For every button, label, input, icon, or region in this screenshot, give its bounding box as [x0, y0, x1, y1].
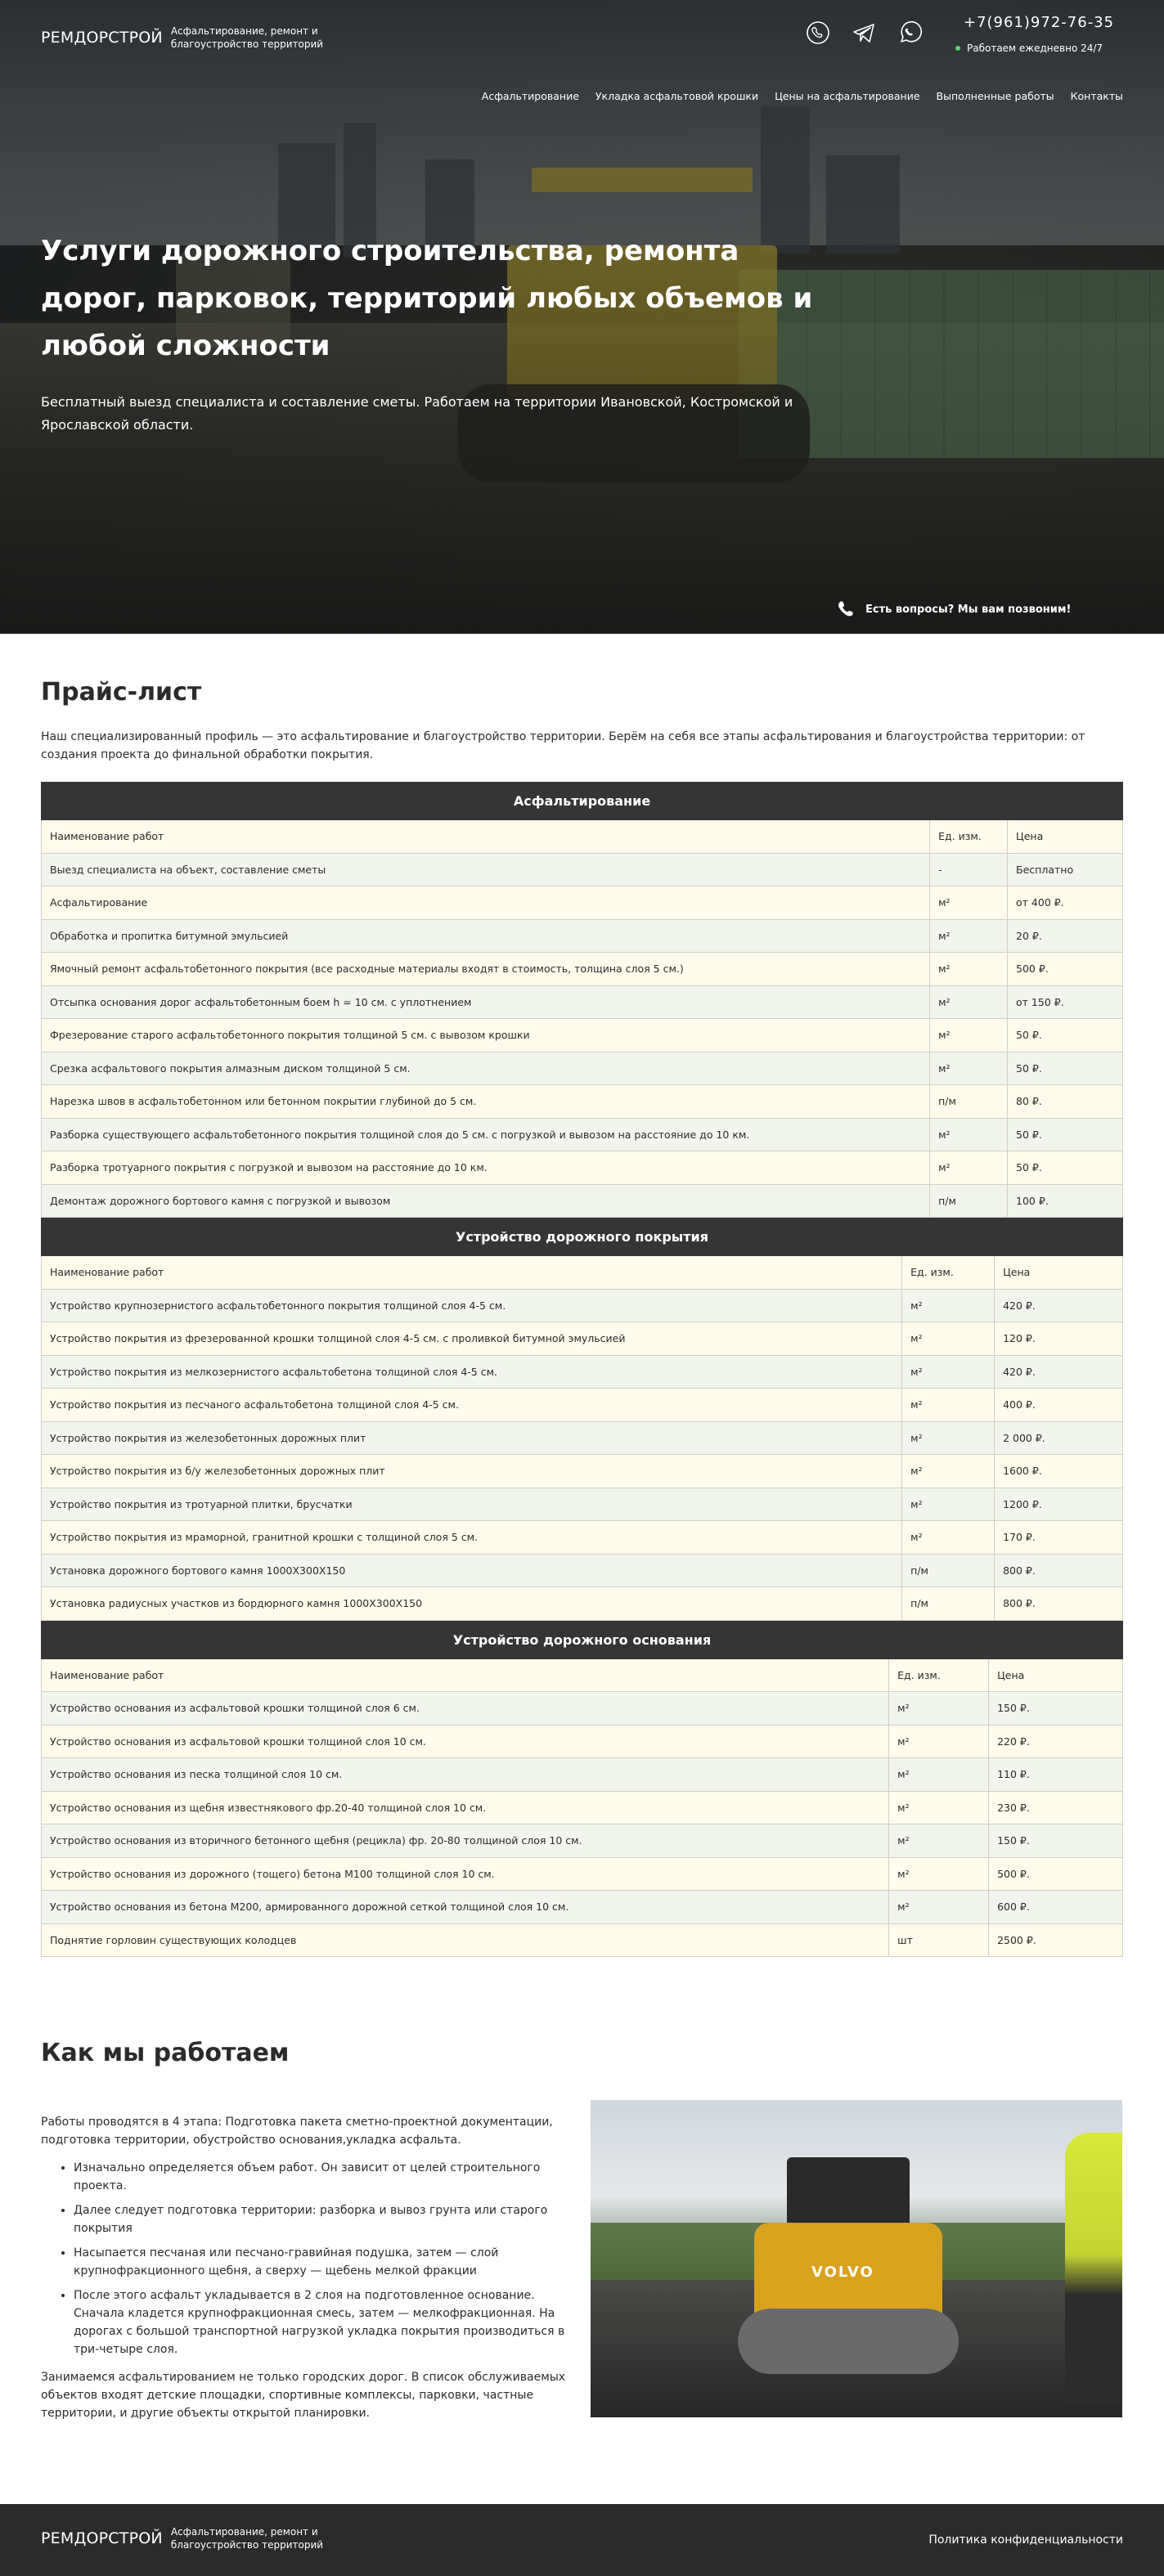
- table-row: [42, 1923, 1123, 1957]
- table-cell: м²: [889, 1758, 989, 1792]
- table-cell: Устройство покрытия из тротуарной плитки, брусчатки: [42, 1488, 902, 1521]
- roller-brand-text: VOLVO: [811, 2264, 874, 2281]
- telegram-icon[interactable]: [851, 20, 877, 46]
- table-cell: 120 ₽.: [995, 1322, 1123, 1356]
- table-row: [42, 1554, 1123, 1587]
- hero-subtitle: Бесплатный выезд специалиста и составление сметы. Работаем на территории Ивановской, Костромской и Ярославской области.: [41, 394, 793, 433]
- table-cell: Устройство покрытия из мраморной, гранитной крошки с толщиной слоя 5 см.: [42, 1521, 902, 1555]
- table-cell: Устройство основания из дорожного (тощего) бетона М100 толщиной слоя 10 см.: [42, 1857, 889, 1891]
- table-cell: 420 ₽.: [995, 1289, 1123, 1322]
- footer-logo[interactable]: [41, 2525, 326, 2551]
- table-cell: п/м: [930, 1085, 1008, 1119]
- table-cell: м²: [889, 1824, 989, 1858]
- table-cell: м²: [902, 1488, 995, 1521]
- table-cell: м²: [902, 1421, 995, 1455]
- nav-item-contacts[interactable]: Контакты: [1070, 90, 1123, 102]
- table-cell: Устройство крупнозернистого асфальтобетонного покрытия толщиной слоя 4-5 см.: [42, 1289, 902, 1322]
- table-row: [42, 1289, 1123, 1322]
- table-cell: м²: [930, 919, 1008, 953]
- table-cell: м²: [889, 1692, 989, 1726]
- table-cell: Бесплатно: [1008, 853, 1123, 886]
- hero-title: Услуги дорожного строительства, ремонта дорог, парковок, территорий любых объемов и любой сложности: [41, 235, 813, 362]
- table-cell: м²: [902, 1521, 995, 1555]
- table-cell: м²: [930, 1151, 1008, 1185]
- table-cell: -: [930, 853, 1008, 886]
- table-cell: 2 000 ₽.: [995, 1421, 1123, 1455]
- table-cell: 50 ₽.: [1008, 1019, 1123, 1052]
- table-cell: 1200 ₽.: [995, 1488, 1123, 1521]
- how-we-work-text: [41, 2100, 574, 2422]
- table-cell: Отсыпка основания дорог асфальтобетонным боем h = 10 см. с уплотнением: [42, 985, 930, 1019]
- nav-item-crumb[interactable]: Укладка асфальтовой крошки: [595, 90, 759, 102]
- road-roller-photo: [591, 2100, 1122, 2417]
- table-caption: Асфальтирование: [42, 783, 1123, 820]
- viber-icon[interactable]: [805, 20, 831, 46]
- table-header-cell: Цена: [989, 1658, 1123, 1692]
- table-cell: Демонтаж дорожного бортового камня с погрузкой и вывозом: [42, 1184, 930, 1218]
- table-cell: Обработка и пропитка битумной эмульсией: [42, 919, 930, 953]
- table-row: [42, 1521, 1123, 1555]
- nav-item-works[interactable]: Выполненные работы: [936, 90, 1054, 102]
- table-cell: Устройство покрытия из песчаного асфальтобетона толщиной слоя 4-5 см.: [42, 1389, 902, 1422]
- logo-text: РЕМДОРСТРОЙ: [41, 29, 163, 47]
- online-status-dot: [955, 46, 960, 51]
- table-cell: 50 ₽.: [1008, 1151, 1123, 1185]
- list-item: • После этого асфальт укладывается в 2 слоя на подготовленное основание. Сначала кладется крупнофракционная смесь, затем — мелкофракционная. На дорогах с большой транспортной нагрузкой укладка покрытия производиться в три-четыре слоя.: [74, 2287, 574, 2358]
- table-cell: м²: [902, 1455, 995, 1488]
- table-cell: 420 ₽.: [995, 1355, 1123, 1389]
- table-cell: м²: [902, 1289, 995, 1322]
- table-row: [42, 1421, 1123, 1455]
- logo-tagline: Асфальтирование, ремонт и благоустройство территорий: [170, 25, 324, 50]
- table-row: [42, 1151, 1123, 1185]
- table-cell: от 400 ₽.: [1008, 886, 1123, 920]
- table-cell: 100 ₽.: [1008, 1184, 1123, 1218]
- header-logo[interactable]: [41, 25, 326, 51]
- table-cell: Срезка асфальтового покрытия алмазным диском толщиной 5 см.: [42, 1052, 930, 1085]
- price-list-section: [41, 634, 1123, 1957]
- table-header-cell: Ед. изм.: [902, 1256, 995, 1290]
- price-table-base: [41, 1621, 1123, 1958]
- table-cell: м²: [930, 1118, 1008, 1151]
- working-hours: [955, 43, 1103, 54]
- table-cell: Выезд специалиста на объект, составление сметы: [42, 853, 930, 886]
- table-cell: 80 ₽.: [1008, 1085, 1123, 1119]
- table-cell: 500 ₽.: [1008, 953, 1123, 986]
- table-cell: м²: [930, 985, 1008, 1019]
- table-cell: Устройство основания из щебня известнякового фр.20-40 толщиной слоя 10 см.: [42, 1791, 889, 1824]
- table-cell: Установка радиусных участков из бордюрного камня 1000Х300Х150: [42, 1587, 902, 1621]
- table-caption: Устройство дорожного покрытия: [42, 1218, 1123, 1256]
- table-row: [42, 1085, 1123, 1119]
- table-cell: м²: [889, 1857, 989, 1891]
- table-row: [42, 1322, 1123, 1356]
- table-cell: 2500 ₽.: [989, 1923, 1123, 1957]
- table-cell: Установка дорожного бортового камня 1000Х300Х150: [42, 1554, 902, 1587]
- table-cell: Устройство покрытия из фрезерованной крошки толщиной слоя 4-5 см. с проливкой битумной эмульсией: [42, 1322, 902, 1356]
- table-header-cell: Наименование работ: [42, 1256, 902, 1290]
- callback-label: Есть вопросы? Мы вам позвоним!: [865, 603, 1072, 616]
- table-row: [42, 1891, 1123, 1924]
- table-header-cell: Ед. изм.: [930, 820, 1008, 854]
- phone-icon: [836, 599, 856, 619]
- hero-content: [41, 227, 826, 437]
- table-row: [42, 1692, 1123, 1726]
- table-cell: Устройство покрытия из б/у железобетонных дорожных плит: [42, 1455, 902, 1488]
- table-cell: м²: [902, 1322, 995, 1356]
- how-we-work-title: Как мы работаем: [41, 2039, 290, 2067]
- table-cell: Устройство основания из бетона М200, армированного дорожной сеткой толщиной слоя 10 см.: [42, 1891, 889, 1924]
- table-cell: п/м: [902, 1554, 995, 1587]
- table-cell: Фрезерование старого асфальтобетонного покрытия толщиной 5 см. с вывозом крошки: [42, 1019, 930, 1052]
- price-list-intro: Наш специализированный профиль — это асфальтирование и благоустройство территории. Берём на себя все этапы асфальтирования и благоустройства территории: от создания проекта до финальной обработки покрытия.: [41, 730, 1085, 761]
- table-header-cell: Наименование работ: [42, 820, 930, 854]
- nav-item-prices[interactable]: Цены на асфальтирование: [775, 90, 920, 102]
- table-cell: 500 ₽.: [989, 1857, 1123, 1891]
- table-caption-row: [42, 1621, 1123, 1658]
- table-cell: п/м: [930, 1184, 1008, 1218]
- table-cell: 20 ₽.: [1008, 919, 1123, 953]
- table-cell: Разборка существующего асфальтобетонного покрытия толщиной слоя до 5 см. с погрузкой и вывозом на расстояние до 10 км.: [42, 1118, 930, 1151]
- table-cell: Устройство основания из песка толщиной слоя 10 см.: [42, 1758, 889, 1792]
- table-cell: Устройство покрытия из железобетонных дорожных плит: [42, 1421, 902, 1455]
- table-cell: м²: [902, 1389, 995, 1422]
- table-cell: 170 ₽.: [995, 1521, 1123, 1555]
- table-row: [42, 1824, 1123, 1858]
- table-cell: Асфальтирование: [42, 886, 930, 920]
- table-cell: от 150 ₽.: [1008, 985, 1123, 1019]
- table-cell: м²: [902, 1355, 995, 1389]
- table-cell: Устройство основания из вторичного бетонного щебня (рецикла) фр. 20-80 толщиной слоя 10 см.: [42, 1824, 889, 1858]
- site-footer: [0, 2504, 1164, 2576]
- table-row: [42, 1587, 1123, 1621]
- whatsapp-icon[interactable]: [897, 20, 923, 46]
- list-item: • Далее следует подготовка территории: разборка и вывоз грунта или старого покрытия: [74, 2201, 574, 2237]
- nav-item-asphalt[interactable]: Асфальтирование: [481, 90, 579, 102]
- table-cell: Поднятие горловин существующих колодцев: [42, 1923, 889, 1957]
- table-row: [42, 1791, 1123, 1824]
- price-table-pavement: [41, 1218, 1123, 1621]
- hero-section: [0, 0, 1164, 634]
- table-row: [42, 1052, 1123, 1085]
- table-caption-row: [42, 783, 1123, 820]
- table-cell: 110 ₽.: [989, 1758, 1123, 1792]
- table-caption-row: [42, 1218, 1123, 1256]
- table-cell: 150 ₽.: [989, 1692, 1123, 1726]
- table-cell: 150 ₽.: [989, 1824, 1123, 1858]
- how-we-work-outro: Занимаемся асфальтированием не только городских дорог. В список обслуживаемых объектов входят детские площадки, спортивные комплексы, парковки, частные территории, и другие объекты открытой планировки.: [41, 2371, 566, 2420]
- site-header: [0, 0, 1164, 114]
- table-header-row: [42, 1658, 1123, 1692]
- table-header-cell: Цена: [995, 1256, 1123, 1290]
- table-cell: п/м: [902, 1587, 995, 1621]
- table-header-cell: Ед. изм.: [889, 1658, 989, 1692]
- table-row: [42, 919, 1123, 953]
- table-cell: 800 ₽.: [995, 1554, 1123, 1587]
- callback-button[interactable]: [836, 599, 1071, 619]
- table-cell: 220 ₽.: [989, 1725, 1123, 1758]
- table-cell: м²: [930, 1052, 1008, 1085]
- table-row: [42, 1455, 1123, 1488]
- table-row: [42, 1488, 1123, 1521]
- table-row: [42, 1725, 1123, 1758]
- table-cell: 400 ₽.: [995, 1389, 1123, 1422]
- table-cell: м²: [930, 886, 1008, 920]
- table-header-row: [42, 1256, 1123, 1290]
- table-row: [42, 1857, 1123, 1891]
- table-row: [42, 1019, 1123, 1052]
- price-table-asphalt: [41, 782, 1123, 1218]
- table-cell: м²: [930, 1019, 1008, 1052]
- table-row: [42, 953, 1123, 986]
- table-cell: 230 ₽.: [989, 1791, 1123, 1824]
- table-row: [42, 886, 1123, 920]
- how-we-work-steps: [74, 2159, 574, 2358]
- price-list-title: Прайс-лист: [41, 678, 202, 707]
- main-nav: [482, 90, 1123, 102]
- table-cell: Разборка тротуарного покрытия с погрузкой и вывозом на расстояние до 10 км.: [42, 1151, 930, 1185]
- table-cell: Ямочный ремонт асфальтобетонного покрытия (все расходные материалы входят в стоимость, толщина слоя 5 см.): [42, 953, 930, 986]
- how-we-work-section: [41, 1957, 1123, 2422]
- table-row: [42, 985, 1123, 1019]
- table-cell: 1600 ₽.: [995, 1455, 1123, 1488]
- table-row: [42, 1389, 1123, 1422]
- table-cell: 50 ₽.: [1008, 1118, 1123, 1151]
- table-caption: Устройство дорожного основания: [42, 1621, 1123, 1658]
- footer-logo-text: РЕМДОРСТРОЙ: [41, 2529, 163, 2547]
- table-cell: Нарезка швов в асфальтобетонном или бетонном покрытии глубиной до 5 см.: [42, 1085, 930, 1119]
- table-cell: 50 ₽.: [1008, 1052, 1123, 1085]
- table-cell: Устройство основания из асфальтовой крошки толщиной слоя 10 см.: [42, 1725, 889, 1758]
- table-cell: шт: [889, 1923, 989, 1957]
- table-header-cell: Цена: [1008, 820, 1123, 854]
- table-row: [42, 1118, 1123, 1151]
- table-header-cell: Наименование работ: [42, 1658, 889, 1692]
- footer-logo-tagline: Асфальтирование, ремонт и благоустройство территорий: [170, 2526, 324, 2551]
- table-cell: 600 ₽.: [989, 1891, 1123, 1924]
- privacy-policy-link[interactable]: Политика конфиденциальности: [928, 2533, 1123, 2547]
- table-cell: Устройство основания из асфальтовой крошки толщиной слоя 6 см.: [42, 1692, 889, 1726]
- table-row: [42, 853, 1123, 886]
- price-tables: [41, 782, 1123, 1957]
- table-cell: м²: [889, 1891, 989, 1924]
- working-hours-text: Работаем ежедневно 24/7: [967, 43, 1103, 54]
- table-row: [42, 1355, 1123, 1389]
- messenger-links: [805, 20, 923, 46]
- table-row: [42, 1758, 1123, 1792]
- table-cell: 800 ₽.: [995, 1587, 1123, 1621]
- list-item: • Насыпается песчаная или песчано-гравийная подушка, затем — слой крупнофракционного щебня, а сверху — щебень мелкой фракции: [74, 2244, 574, 2280]
- table-cell: Устройство покрытия из мелкозернистого асфальтобетона толщиной слоя 4-5 см.: [42, 1355, 902, 1389]
- header-phone[interactable]: +7(961)972-76-35: [964, 14, 1115, 31]
- table-row: [42, 1184, 1123, 1218]
- table-cell: м²: [889, 1791, 989, 1824]
- table-cell: м²: [889, 1725, 989, 1758]
- table-header-row: [42, 820, 1123, 854]
- table-cell: м²: [930, 953, 1008, 986]
- list-item: • Изначально определяется объем работ. Он зависит от целей строительного проекта.: [74, 2159, 574, 2195]
- how-we-work-lead: Работы проводятся в 4 этапа: Подготовка пакета сметно-проектной документации, подготовка территории, обустройство основания,укладка асфальта.: [41, 2116, 553, 2147]
